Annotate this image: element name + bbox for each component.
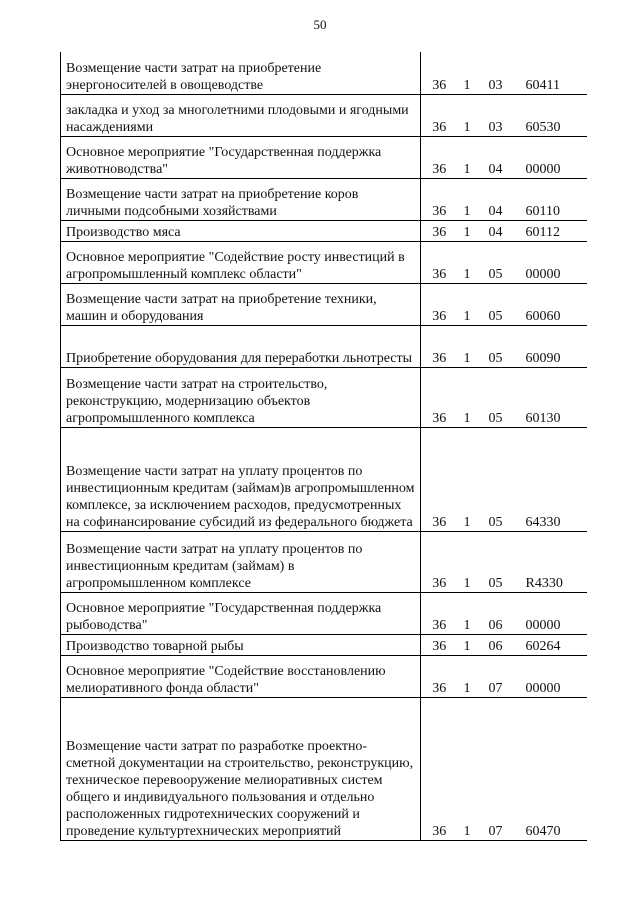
program-code: 36 [421, 94, 458, 136]
expense-item-name: Основное мероприятие "Содействие росту инвестиций в агропромышленный комплекс области" [61, 241, 421, 283]
direction-code: 60060 [515, 283, 587, 325]
expense-item-name: Производство мяса [61, 220, 421, 241]
program-code: 36 [421, 634, 458, 655]
program-code: 36 [421, 220, 458, 241]
activity-code: 05 [477, 325, 515, 367]
program-code: 36 [421, 325, 458, 367]
activity-code: 05 [477, 283, 515, 325]
subprogram-code: 1 [458, 655, 477, 697]
table-row [61, 136, 587, 178]
activity-code: 04 [477, 220, 515, 241]
budget-classification-table [60, 52, 587, 841]
subprogram-code: 1 [458, 94, 477, 136]
subprogram-code: 1 [458, 634, 477, 655]
program-code: 36 [421, 367, 458, 427]
program-code: 36 [421, 136, 458, 178]
direction-code: 00000 [515, 592, 587, 634]
expense-item-name: Приобретение оборудования для переработки льнотресты [61, 325, 421, 367]
program-code: 36 [421, 531, 458, 592]
program-code: 36 [421, 697, 458, 840]
expense-item-name: Основное мероприятие "Государственная поддержка рыбоводства" [61, 592, 421, 634]
activity-code: 05 [477, 241, 515, 283]
expense-item-name: Возмещение части затрат на уплату процентов по инвестиционным кредитам (займам) в агропромышленном комплексе [61, 531, 421, 592]
table-row [61, 697, 587, 840]
table-row [61, 241, 587, 283]
table-row [61, 367, 587, 427]
direction-code: 60130 [515, 367, 587, 427]
subprogram-code: 1 [458, 325, 477, 367]
page-number: 50 [313, 17, 327, 32]
program-code: 36 [421, 655, 458, 697]
activity-code: 06 [477, 634, 515, 655]
direction-code: 60470 [515, 697, 587, 840]
subprogram-code: 1 [458, 283, 477, 325]
program-code: 36 [421, 283, 458, 325]
activity-code: 04 [477, 136, 515, 178]
subprogram-code: 1 [458, 241, 477, 283]
activity-code: 03 [477, 94, 515, 136]
direction-code: 60112 [515, 220, 587, 241]
direction-code: 60411 [515, 52, 587, 94]
table-row [61, 634, 587, 655]
activity-code: 05 [477, 531, 515, 592]
activity-code: 05 [477, 427, 515, 531]
activity-code: 05 [477, 367, 515, 427]
program-code: 36 [421, 52, 458, 94]
table-row [61, 325, 587, 367]
subprogram-code: 1 [458, 136, 477, 178]
table-row [61, 427, 587, 531]
direction-code: 60530 [515, 94, 587, 136]
subprogram-code: 1 [458, 52, 477, 94]
subprogram-code: 1 [458, 592, 477, 634]
activity-code: 07 [477, 655, 515, 697]
expense-item-name: Основное мероприятие "Государственная поддержка животноводства" [61, 136, 421, 178]
program-code: 36 [421, 427, 458, 531]
table-row [61, 655, 587, 697]
activity-code: 07 [477, 697, 515, 840]
direction-code: 60110 [515, 178, 587, 220]
expense-item-name: Производство товарной рыбы [61, 634, 421, 655]
subprogram-code: 1 [458, 220, 477, 241]
program-code: 36 [421, 592, 458, 634]
expense-item-name: Возмещение части затрат на приобретение техники, машин и оборудования [61, 283, 421, 325]
program-code: 36 [421, 178, 458, 220]
activity-code: 06 [477, 592, 515, 634]
expense-item-name: Основное мероприятие "Содействие восстановлению мелиоративного фонда области" [61, 655, 421, 697]
expense-item-name: Возмещение части затрат на уплату процентов по инвестиционным кредитам (займам)в агропромышленном комплексе, за исключением расходов, предусмотренных на софинансирование субсидий из федерального бюджета [61, 427, 421, 531]
expense-item-name: закладка и уход за многолетними плодовыми и ягодными насаждениями [61, 94, 421, 136]
direction-code: R4330 [515, 531, 587, 592]
table-row [61, 94, 587, 136]
subprogram-code: 1 [458, 427, 477, 531]
table-row [61, 283, 587, 325]
activity-code: 03 [477, 52, 515, 94]
direction-code: 64330 [515, 427, 587, 531]
direction-code: 00000 [515, 655, 587, 697]
table-row [61, 178, 587, 220]
direction-code: 00000 [515, 241, 587, 283]
activity-code: 04 [477, 178, 515, 220]
direction-code: 60264 [515, 634, 587, 655]
direction-code: 60090 [515, 325, 587, 367]
table-row [61, 220, 587, 241]
subprogram-code: 1 [458, 531, 477, 592]
table-row [61, 52, 587, 94]
subprogram-code: 1 [458, 178, 477, 220]
direction-code: 00000 [515, 136, 587, 178]
expense-item-name: Возмещение части затрат по разработке проектно-сметной документации на строительство, реконструкцию, техническое перевооружение мелиоративных систем общего и индивидуального пользования и отдельно расположенных гидротехнических сооружений и проведение культуртехнических мероприятий [61, 697, 421, 840]
program-code: 36 [421, 241, 458, 283]
expense-item-name: Возмещение части затрат на приобретение энергоносителей в овощеводстве [61, 52, 421, 94]
table-row [61, 592, 587, 634]
table-row [61, 531, 587, 592]
expense-item-name: Возмещение части затрат на приобретение коров личными подсобными хозяйствами [61, 178, 421, 220]
expense-item-name: Возмещение части затрат на строительство, реконструкцию, модернизацию объектов агропромышленного комплекса [61, 367, 421, 427]
subprogram-code: 1 [458, 697, 477, 840]
subprogram-code: 1 [458, 367, 477, 427]
